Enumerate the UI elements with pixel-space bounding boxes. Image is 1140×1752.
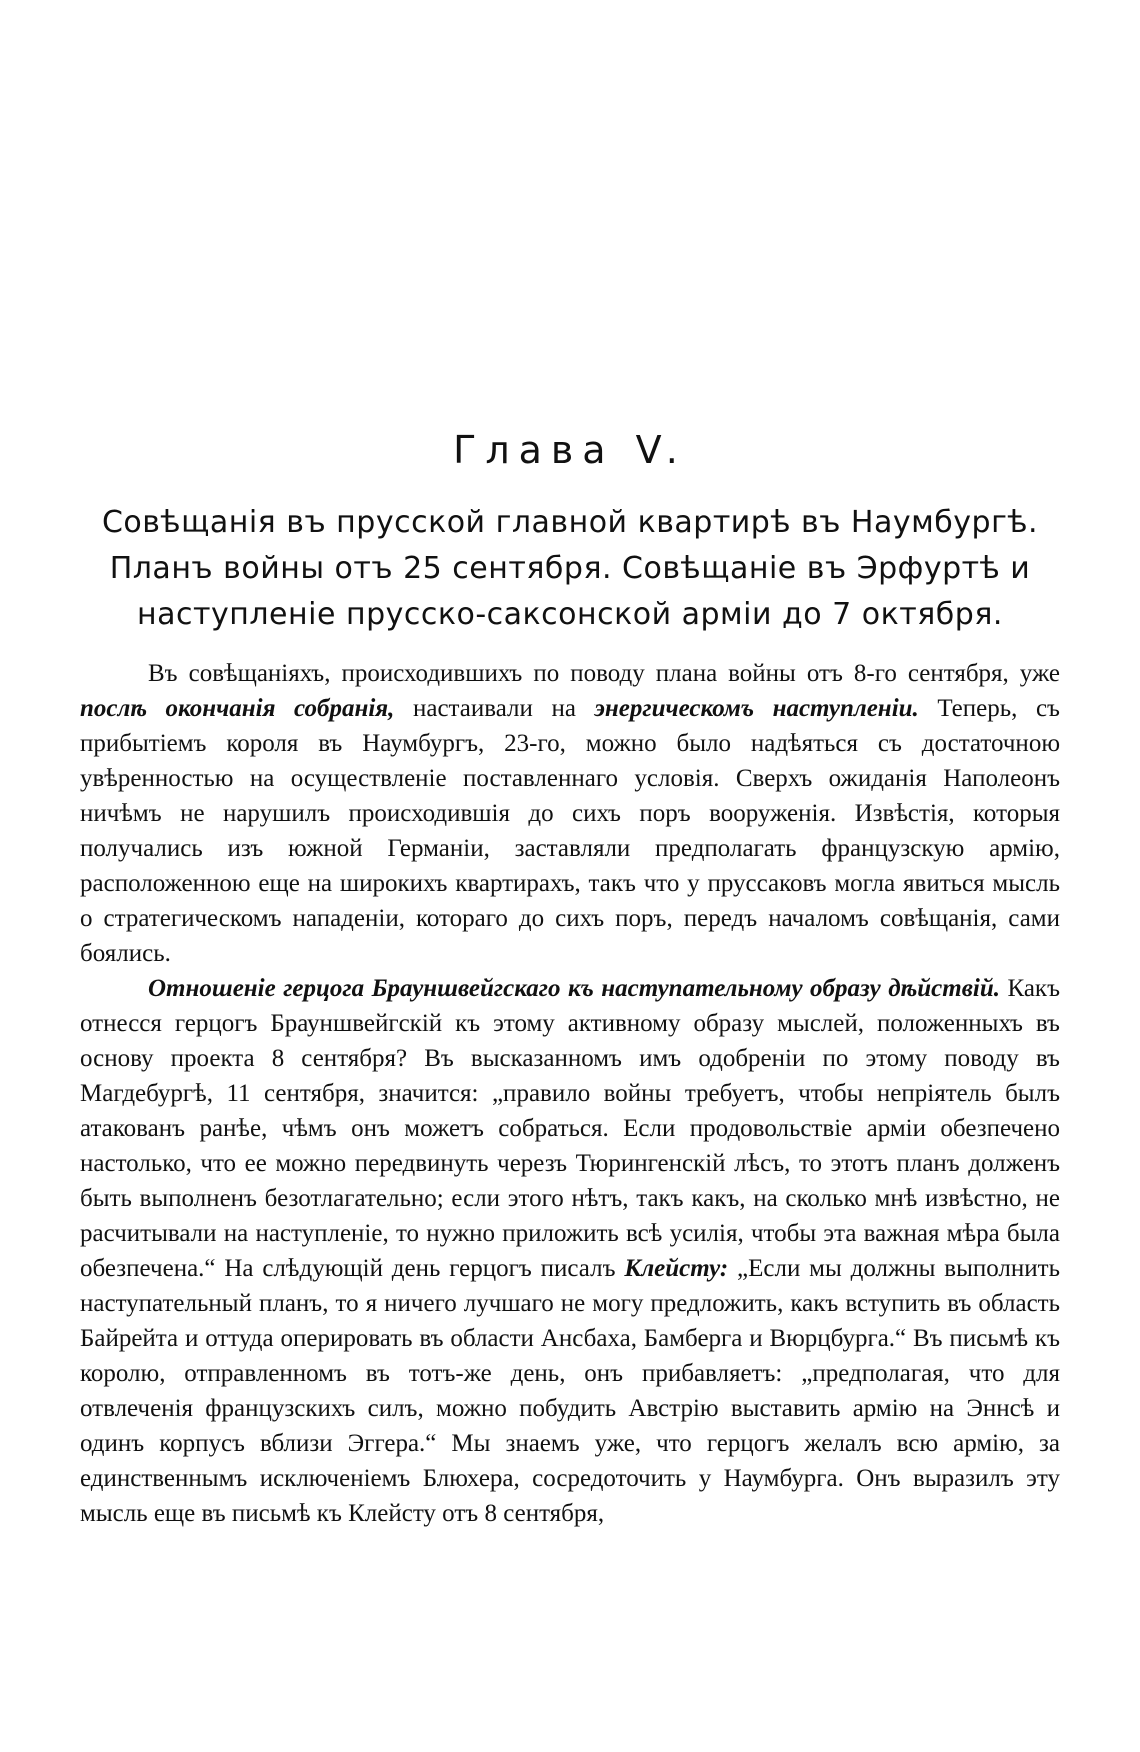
paragraph-1: [80, 656, 1060, 971]
chapter-title: Глава V.: [453, 428, 687, 472]
paragraph-1-text-c: Теперь, съ прибытіемъ короля въ Наумбургъ, 23-го, можно было надѣяться съ достаточною увѣренностью на осуществленіе поставленнаго условія. Сверхъ ожиданія Наполеонъ ничѣмъ не нарушилъ происходившія до сихъ поръ вооруженія. Извѣстія, которыя получались изъ южной Германіи, заставляли предполагать французскую армію, расположенною еще на широкихъ квартирахъ, такъ что у пруссаковъ могла явиться мысль о стратегическомъ нападеніи, котораго до сихъ поръ, передъ началомъ совѣщанія, сами боялись.: [80, 695, 1060, 967]
paragraph-2: [80, 971, 1060, 1531]
emphasis-kleist: Клейсту:: [624, 1255, 729, 1282]
emphasis-after-meeting: послѣ окончанія собранія,: [80, 695, 395, 722]
paragraph-2-text-a: Какъ отнесся герцогъ Брауншвейгскій къ этому активному образу мыслей, положенныхъ въ основу проекта 8 сентября? Въ высказанномъ имъ одобреніи по этому поводу въ Магдебургѣ, 11 сентября, значится: „правило войны требуетъ, чтобы непріятель былъ атакованъ ранѣе, чѣмъ онъ можетъ собраться. Если продовольствіе арміи обезпечено настолько, что ее можно передвинуть черезъ Тюрингенскій лѣсъ, то этотъ планъ долженъ быть выполненъ безотлагательно; если этого нѣтъ, такъ какъ, на сколько мнѣ извѣстно, не расчитывали на наступленіе, то нужно приложить всѣ усилія, чтобы эта важная мѣра была обезпечена.“ На слѣдующій день герцогъ писалъ: [80, 975, 1060, 1282]
body-text: [80, 656, 1060, 1531]
paragraph-1-text-b: настаивали на: [394, 695, 595, 722]
chapter-summary: Совѣщанія въ прусской главной квартирѣ въ Наумбургѣ. Планъ войны отъ 25 сентября. Совѣщаніе въ Эрфуртѣ и наступленіе прусско-саксонской арміи до 7 октября.: [101, 505, 1039, 632]
paragraph-2-sidehead: Отношеніе герцога Брауншвейгскаго къ наступательному образу дѣйствій.: [148, 975, 1000, 1002]
paragraph-2-text-b: „Если мы должны выполнить наступательный планъ, то я ничего лучшаго не могу предложить, какъ вступить въ область Байрейта и оттуда оперировать въ области Ансбаха, Бамберга и Вюрцбурга.“ Въ письмѣ къ королю, отправленномъ въ тотъ-же день, онъ прибавляетъ: „предполагая, что для отвлеченія французскихъ силъ, можно побудить Австрію выставить армію на Эннсѣ и одинъ корпусъ вблизи Эггера.“ Мы знаемъ уже, что герцогъ желалъ всю армію, за единственнымъ исключеніемъ Блюхера, сосредоточить у Наумбурга. Онъ выразилъ эту мысль еще въ письмѣ къ Клейсту отъ 8 сентября,: [80, 1255, 1060, 1527]
emphasis-energetic-offensive: энергическомъ наступленіи.: [594, 695, 919, 722]
paragraph-1-text-a: Въ совѣщаніяхъ, происходившихъ по поводу плана войны отъ 8-го сентября, уже: [148, 660, 1060, 687]
